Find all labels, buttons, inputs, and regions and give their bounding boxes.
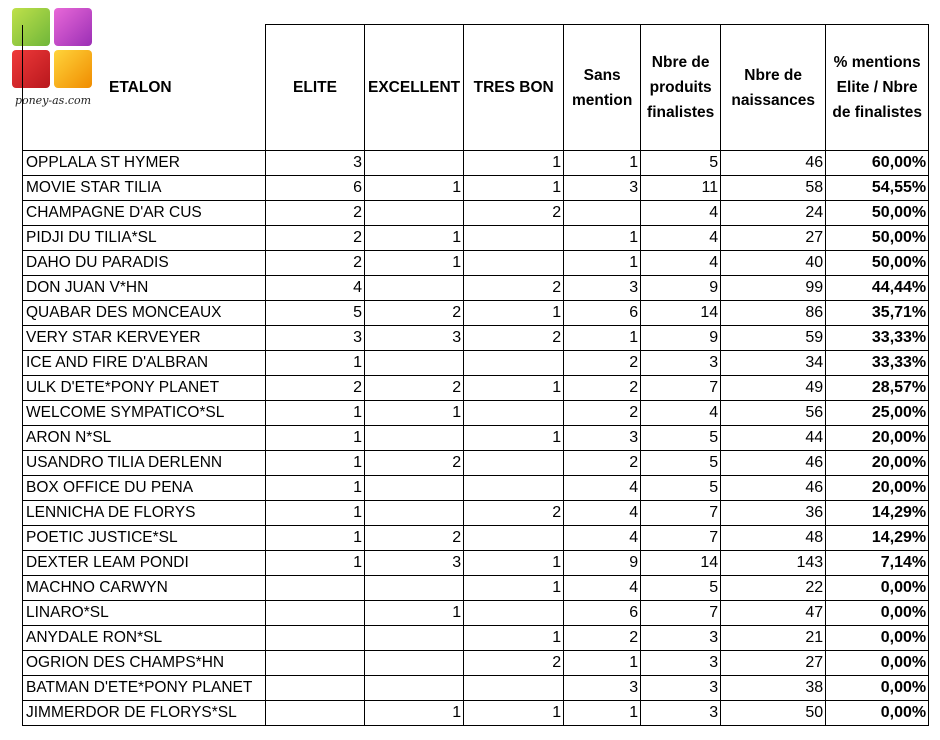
cell-elite: 1 (266, 501, 365, 526)
cell-naissances: 40 (721, 251, 826, 276)
cell-naissances: 36 (721, 501, 826, 526)
table-row (23, 551, 929, 576)
cell-tres-bon: 2 (464, 501, 564, 526)
cell-etalon: POETIC JUSTICE*SL (23, 526, 266, 551)
cell-excellent: 2 (365, 301, 464, 326)
table-row (23, 251, 929, 276)
cell-excellent (365, 501, 464, 526)
cell-pct-elite: 14,29% (826, 501, 929, 526)
cell-elite: 3 (266, 151, 365, 176)
cell-sans-mention: 4 (564, 576, 641, 601)
cell-naissances: 86 (721, 301, 826, 326)
cell-finalistes: 4 (641, 401, 721, 426)
cell-sans-mention: 1 (564, 151, 641, 176)
cell-tres-bon (464, 351, 564, 376)
cell-pct-elite: 33,33% (826, 351, 929, 376)
cell-tres-bon: 1 (464, 301, 564, 326)
cell-tres-bon: 1 (464, 576, 564, 601)
cell-elite: 2 (266, 376, 365, 401)
table-row (23, 626, 929, 651)
cell-finalistes: 5 (641, 426, 721, 451)
cell-naissances: 58 (721, 176, 826, 201)
cell-etalon: ARON N*SL (23, 426, 266, 451)
cell-etalon: USANDRO TILIA DERLENN (23, 451, 266, 476)
table-row (23, 326, 929, 351)
table-row (23, 301, 929, 326)
cell-elite: 6 (266, 176, 365, 201)
cell-excellent: 1 (365, 601, 464, 626)
cell-elite: 1 (266, 426, 365, 451)
cell-pct-elite: 20,00% (826, 426, 929, 451)
cell-sans-mention: 2 (564, 626, 641, 651)
cell-pct-elite: 0,00% (826, 626, 929, 651)
cell-tres-bon: 2 (464, 276, 564, 301)
cell-elite: 1 (266, 551, 365, 576)
table-row (23, 501, 929, 526)
cell-etalon: DON JUAN V*HN (23, 276, 266, 301)
cell-sans-mention (564, 201, 641, 226)
cell-excellent: 2 (365, 451, 464, 476)
cell-finalistes: 5 (641, 451, 721, 476)
cell-etalon: CHAMPAGNE D'AR CUS (23, 201, 266, 226)
cell-excellent: 3 (365, 551, 464, 576)
cell-sans-mention: 2 (564, 376, 641, 401)
cell-excellent (365, 476, 464, 501)
cell-elite: 3 (266, 326, 365, 351)
cell-sans-mention: 2 (564, 451, 641, 476)
cell-sans-mention: 1 (564, 701, 641, 726)
cell-tres-bon: 1 (464, 176, 564, 201)
cell-pct-elite: 25,00% (826, 401, 929, 426)
cell-tres-bon: 2 (464, 651, 564, 676)
cell-excellent (365, 676, 464, 701)
cell-tres-bon (464, 476, 564, 501)
cell-elite: 2 (266, 251, 365, 276)
cell-sans-mention: 1 (564, 251, 641, 276)
header-etalon: ETALON (23, 25, 266, 151)
table-row (23, 376, 929, 401)
cell-finalistes: 7 (641, 376, 721, 401)
cell-pct-elite: 60,00% (826, 151, 929, 176)
cell-etalon: MOVIE STAR TILIA (23, 176, 266, 201)
cell-etalon: BOX OFFICE DU PENA (23, 476, 266, 501)
cell-sans-mention: 3 (564, 426, 641, 451)
cell-finalistes: 4 (641, 251, 721, 276)
cell-elite: 2 (266, 201, 365, 226)
table-row (23, 226, 929, 251)
cell-finalistes: 11 (641, 176, 721, 201)
cell-etalon: PIDJI DU TILIA*SL (23, 226, 266, 251)
cell-pct-elite: 44,44% (826, 276, 929, 301)
cell-tres-bon: 2 (464, 326, 564, 351)
cell-naissances: 46 (721, 451, 826, 476)
table-row (23, 151, 929, 176)
cell-pct-elite: 0,00% (826, 601, 929, 626)
table-row (23, 451, 929, 476)
cell-tres-bon: 1 (464, 551, 564, 576)
cell-finalistes: 5 (641, 476, 721, 501)
cell-excellent: 1 (365, 176, 464, 201)
cell-etalon: OGRION DES CHAMPS*HN (23, 651, 266, 676)
cell-tres-bon: 1 (464, 426, 564, 451)
cell-excellent (365, 651, 464, 676)
cell-tres-bon: 1 (464, 701, 564, 726)
cell-elite (266, 576, 365, 601)
table-row (23, 176, 929, 201)
cell-pct-elite: 50,00% (826, 251, 929, 276)
cell-elite (266, 676, 365, 701)
cell-finalistes: 7 (641, 526, 721, 551)
cell-finalistes: 5 (641, 151, 721, 176)
cell-naissances: 56 (721, 401, 826, 426)
cell-pct-elite: 7,14% (826, 551, 929, 576)
cell-finalistes: 4 (641, 226, 721, 251)
cell-naissances: 46 (721, 476, 826, 501)
cell-tres-bon: 1 (464, 626, 564, 651)
cell-naissances: 59 (721, 326, 826, 351)
cell-naissances: 50 (721, 701, 826, 726)
cell-excellent: 3 (365, 326, 464, 351)
cell-tres-bon (464, 601, 564, 626)
cell-finalistes: 7 (641, 601, 721, 626)
cell-tres-bon (464, 401, 564, 426)
cell-pct-elite: 14,29% (826, 526, 929, 551)
cell-etalon: BATMAN D'ETE*PONY PLANET (23, 676, 266, 701)
cell-excellent: 1 (365, 701, 464, 726)
header-excellent: EXCELLENT (365, 25, 464, 151)
cell-etalon: MACHNO CARWYN (23, 576, 266, 601)
cell-tres-bon (464, 526, 564, 551)
cell-elite: 1 (266, 451, 365, 476)
cell-sans-mention: 2 (564, 401, 641, 426)
cell-elite: 5 (266, 301, 365, 326)
cell-sans-mention: 9 (564, 551, 641, 576)
table-row (23, 351, 929, 376)
cell-excellent (365, 276, 464, 301)
cell-excellent: 2 (365, 376, 464, 401)
cell-pct-elite: 28,57% (826, 376, 929, 401)
cell-excellent (365, 626, 464, 651)
cell-etalon: LENNICHA DE FLORYS (23, 501, 266, 526)
cell-etalon: OPPLALA ST HYMER (23, 151, 266, 176)
table-row (23, 676, 929, 701)
cell-elite (266, 701, 365, 726)
cell-tres-bon (464, 451, 564, 476)
table-row (23, 526, 929, 551)
cell-pct-elite: 20,00% (826, 451, 929, 476)
cell-naissances: 99 (721, 276, 826, 301)
cell-pct-elite: 20,00% (826, 476, 929, 501)
cell-naissances: 38 (721, 676, 826, 701)
cell-tres-bon (464, 226, 564, 251)
logo-brand-text: poney-as.com (14, 94, 92, 107)
cell-excellent: 2 (365, 526, 464, 551)
cell-pct-elite: 0,00% (826, 651, 929, 676)
cell-finalistes: 3 (641, 626, 721, 651)
cell-elite: 1 (266, 526, 365, 551)
cell-finalistes: 7 (641, 501, 721, 526)
cell-elite: 1 (266, 351, 365, 376)
cell-excellent (365, 426, 464, 451)
cell-finalistes: 3 (641, 676, 721, 701)
cell-finalistes: 14 (641, 301, 721, 326)
table-row (23, 476, 929, 501)
cell-sans-mention: 1 (564, 226, 641, 251)
table-row (23, 651, 929, 676)
cell-sans-mention: 1 (564, 326, 641, 351)
cell-finalistes: 3 (641, 701, 721, 726)
cell-etalon: DAHO DU PARADIS (23, 251, 266, 276)
cell-tres-bon (464, 251, 564, 276)
cell-elite: 1 (266, 476, 365, 501)
cell-excellent (365, 576, 464, 601)
cell-naissances: 143 (721, 551, 826, 576)
cell-sans-mention: 4 (564, 476, 641, 501)
table-row (23, 601, 929, 626)
cell-sans-mention: 6 (564, 601, 641, 626)
cell-pct-elite: 0,00% (826, 576, 929, 601)
cell-naissances: 21 (721, 626, 826, 651)
cell-etalon: DEXTER LEAM PONDI (23, 551, 266, 576)
table-row (23, 426, 929, 451)
cell-excellent: 1 (365, 226, 464, 251)
cell-pct-elite: 50,00% (826, 226, 929, 251)
cell-finalistes: 9 (641, 326, 721, 351)
header-pct-elite: % mentions Elite / Nbre de finalistes (826, 25, 929, 151)
cell-finalistes: 9 (641, 276, 721, 301)
cell-tres-bon: 1 (464, 151, 564, 176)
cell-pct-elite: 0,00% (826, 701, 929, 726)
cell-excellent: 1 (365, 251, 464, 276)
cell-sans-mention: 4 (564, 526, 641, 551)
cell-excellent (365, 351, 464, 376)
cell-naissances: 44 (721, 426, 826, 451)
cell-tres-bon: 2 (464, 201, 564, 226)
table-row (23, 401, 929, 426)
cell-sans-mention: 4 (564, 501, 641, 526)
cell-excellent (365, 151, 464, 176)
cell-etalon: VERY STAR KERVEYER (23, 326, 266, 351)
cell-etalon: ANYDALE RON*SL (23, 626, 266, 651)
cell-sans-mention: 6 (564, 301, 641, 326)
cell-tres-bon: 1 (464, 376, 564, 401)
cell-etalon: JIMMERDOR DE FLORYS*SL (23, 701, 266, 726)
cell-sans-mention: 1 (564, 651, 641, 676)
cell-naissances: 27 (721, 226, 826, 251)
cell-naissances: 49 (721, 376, 826, 401)
table-header-row (23, 25, 929, 151)
table-row (23, 576, 929, 601)
cell-naissances: 27 (721, 651, 826, 676)
cell-excellent: 1 (365, 401, 464, 426)
cell-elite: 4 (266, 276, 365, 301)
header-naissances: Nbre de naissances (721, 25, 826, 151)
cell-naissances: 48 (721, 526, 826, 551)
cell-finalistes: 14 (641, 551, 721, 576)
cell-naissances: 24 (721, 201, 826, 226)
cell-elite (266, 601, 365, 626)
cell-finalistes: 5 (641, 576, 721, 601)
header-tres-bon: TRES BON (464, 25, 564, 151)
cell-sans-mention: 3 (564, 176, 641, 201)
cell-pct-elite: 54,55% (826, 176, 929, 201)
cell-sans-mention: 3 (564, 276, 641, 301)
cell-elite: 1 (266, 401, 365, 426)
cell-etalon: ULK D'ETE*PONY PLANET (23, 376, 266, 401)
cell-sans-mention: 2 (564, 351, 641, 376)
table-row (23, 201, 929, 226)
cell-sans-mention: 3 (564, 676, 641, 701)
cell-naissances: 47 (721, 601, 826, 626)
cell-etalon: ICE AND FIRE D'ALBRAN (23, 351, 266, 376)
cell-elite (266, 651, 365, 676)
cell-etalon: LINARO*SL (23, 601, 266, 626)
cell-pct-elite: 50,00% (826, 201, 929, 226)
cell-elite: 2 (266, 226, 365, 251)
cell-pct-elite: 35,71% (826, 301, 929, 326)
cell-finalistes: 3 (641, 651, 721, 676)
cell-naissances: 34 (721, 351, 826, 376)
table-row (23, 276, 929, 301)
cell-pct-elite: 0,00% (826, 676, 929, 701)
cell-tres-bon (464, 676, 564, 701)
cell-naissances: 22 (721, 576, 826, 601)
cell-etalon: QUABAR DES MONCEAUX (23, 301, 266, 326)
cell-finalistes: 4 (641, 201, 721, 226)
cell-etalon: WELCOME SYMPATICO*SL (23, 401, 266, 426)
stallion-results-table (22, 24, 929, 726)
cell-pct-elite: 33,33% (826, 326, 929, 351)
header-sans-mention: Sans mention (564, 25, 641, 151)
header-finalistes: Nbre de produits finalistes (641, 25, 721, 151)
cell-elite (266, 626, 365, 651)
cell-naissances: 46 (721, 151, 826, 176)
cell-finalistes: 3 (641, 351, 721, 376)
table-row (23, 701, 929, 726)
cell-excellent (365, 201, 464, 226)
header-elite: ELITE (266, 25, 365, 151)
